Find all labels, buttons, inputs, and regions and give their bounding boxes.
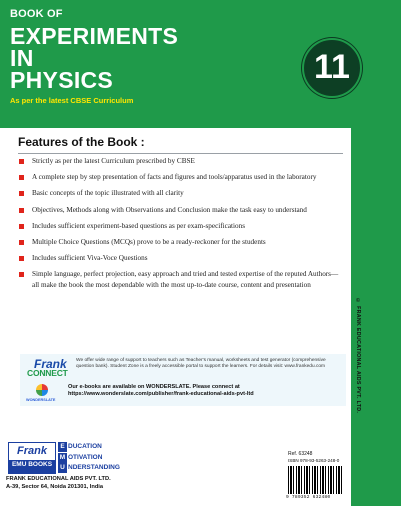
- title-line-1: EXPERIMENTS: [10, 23, 179, 49]
- bullet-icon: [19, 191, 24, 196]
- emu-line-understanding: U NDERSTANDING: [58, 463, 138, 473]
- features-heading: Features of the Book :: [18, 135, 145, 149]
- frank-connect-logo: [24, 357, 72, 379]
- cover-header: [0, 0, 401, 128]
- support-text: We offer wide range of support to teachers such as Teacher's manual, worksheets and test generator (comprehensive question bank). Student Zone is a freely accessible portal to support the learners. For details visit: www.frankedu.com: [76, 358, 326, 370]
- emu-line-education: E DUCATION: [58, 442, 138, 452]
- title-line-3: PHYSICS: [10, 67, 114, 93]
- isbn-number: ISBN 978-93-5263-248-0: [288, 458, 340, 463]
- grade-number: 11: [314, 48, 350, 86]
- grade-badge: [304, 40, 360, 96]
- bullet-icon: [19, 256, 24, 261]
- publisher-block: [4, 442, 134, 500]
- bullet-icon: [19, 272, 24, 277]
- feature-item: Includes sufficient experiment-based questions as per exam-specifications: [18, 221, 344, 232]
- copyright-side-text: © FRANK EDUCATIONAL AIDS PVT. LTD.: [355, 298, 361, 414]
- barcode-icon: [288, 466, 344, 494]
- wonderslate-icon: [36, 384, 48, 396]
- feature-item: Simple language, perfect projection, easy approach and tried and tested expertise of the reputed Authors—all make the book the most dependable with the most up-to-date course, content and presentation: [18, 269, 344, 291]
- feature-item: Includes sufficient Viva-Voce Questions: [18, 253, 344, 264]
- bullet-icon: [19, 240, 24, 245]
- heading-divider: [18, 153, 343, 154]
- frank-logo-word: Frank: [34, 357, 67, 371]
- features-list: [18, 156, 344, 297]
- publisher-address: A-39, Sector 64, Noida 201301, India: [6, 484, 104, 490]
- wonderslate-logo-word: WONDERSLATE: [26, 398, 56, 402]
- connect-logo-word: CONNECT: [27, 368, 68, 378]
- emu-line-motivation: M OTIVATION: [59, 453, 103, 461]
- bullet-icon: [19, 208, 24, 213]
- feature-item: A complete step by step presentation of facts and figures and tools/apparatus used in the laboratory: [18, 172, 344, 183]
- title-line-2: IN: [10, 45, 34, 71]
- wonderslate-logo: [26, 384, 60, 406]
- publisher-name: FRANK EDUCATIONAL AIDS PVT. LTD.: [6, 476, 111, 482]
- bullet-icon: [19, 159, 24, 164]
- frank-emu-books-logo: [8, 442, 56, 474]
- feature-item: Multiple Choice Questions (MCQs) prove to be a ready-reckoner for the students: [18, 237, 344, 248]
- feature-item: Basic concepts of the topic illustrated with all clarity: [18, 188, 344, 199]
- curriculum-subtitle: As per the latest CBSE Curriculum: [10, 96, 134, 105]
- bullet-icon: [19, 224, 24, 229]
- book-of-label: BOOK OF: [10, 8, 63, 20]
- feature-item: Strictly as per the latest Curriculum prescribed by CBSE: [18, 156, 344, 167]
- promo-panel: [20, 354, 346, 406]
- bullet-icon: [19, 175, 24, 180]
- emu-motto: [58, 442, 138, 474]
- pub-logo-top: Frank: [9, 443, 55, 460]
- ref-number: Ref. 63248: [288, 451, 313, 457]
- ebook-text: Our e-books are available on WONDERSLATE. Please connect at https://www.wonderslate.com/publisher/frank-educational-aids-pvt-ltd: [68, 384, 254, 398]
- barcode-digits: 9 789352 632480: [286, 495, 346, 500]
- feature-item: Objectives, Methods along with Observations and Conclusion make the task easy to understand: [18, 205, 344, 216]
- pub-logo-bottom: EMU BOOKS: [11, 461, 53, 468]
